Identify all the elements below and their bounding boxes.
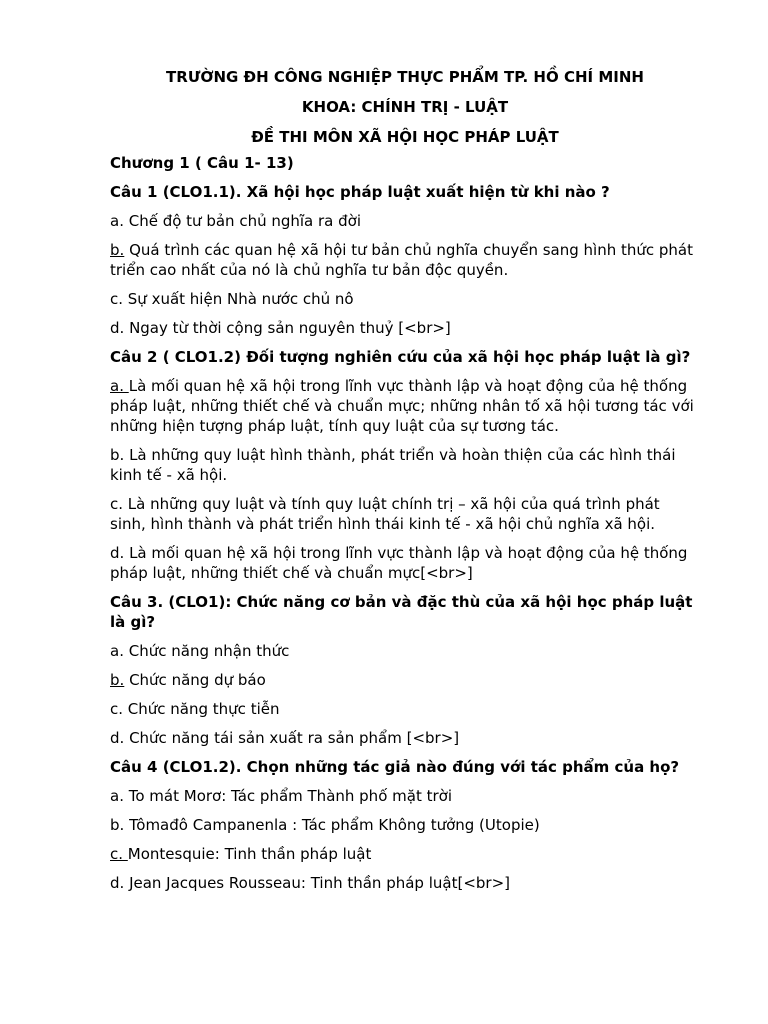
option-letter: a. xyxy=(110,642,124,660)
option-letter: d. xyxy=(110,319,125,337)
option-letter: a. xyxy=(110,787,124,805)
option-letter-correct: b. xyxy=(110,671,125,689)
q4-option-a xyxy=(110,786,700,806)
q4-option-d xyxy=(110,873,700,893)
q2-option-a xyxy=(110,376,700,436)
q1-option-c xyxy=(110,289,700,309)
q2-option-c xyxy=(110,494,700,534)
question-1: Câu 1 (CLO1.1). Xã hội học pháp luật xuất hiện từ khi nào ? xyxy=(110,183,610,201)
school-name: TRƯỜNG ĐH CÔNG NGHIỆP THỰC PHẨM TP. HỒ CHÍ MINH xyxy=(166,68,644,86)
option-letter: c. xyxy=(110,495,124,513)
q4-option-b xyxy=(110,815,700,835)
option-text: To mát Morơ: Tác phẩm Thành phố mặt trời xyxy=(123,787,452,805)
faculty-name: KHOA: CHÍNH TRỊ - LUẬT xyxy=(301,98,509,116)
option-letter: c. xyxy=(110,290,124,308)
option-letter: c. xyxy=(110,700,124,718)
document-body xyxy=(110,67,700,902)
option-letter: b. xyxy=(110,816,125,834)
option-letter: d. xyxy=(110,544,125,562)
option-text: Là mối quan hệ xã hội trong lĩnh vực thành lập và hoạt động của hệ thống pháp luật, những thiết chế và chuẩn mực; những nhân tố xã hội tương tác với những hiện tượng pháp luật, tính quy luật của sự tương tác. xyxy=(110,377,694,435)
option-letter-correct: a. xyxy=(110,377,129,395)
q2-option-b xyxy=(110,445,700,485)
q2-option-d xyxy=(110,543,700,583)
question-2: Câu 2 ( CLO1.2) Đối tượng nghiên cứu của xã hội học pháp luật là gì? xyxy=(110,348,691,366)
option-letter: d. xyxy=(110,874,125,892)
q3-option-b xyxy=(110,670,700,690)
option-text: Tômađô Campanenla : Tác phẩm Không tưởng (Utopie) xyxy=(124,816,540,834)
option-text: Montesquie: Tinh thần pháp luật xyxy=(127,845,372,863)
q1-option-d xyxy=(110,318,700,338)
option-letter: d. xyxy=(110,729,125,747)
option-text: Sự xuất hiện Nhà nước chủ nô xyxy=(123,290,354,308)
q4-option-c xyxy=(110,844,700,864)
q3-option-c xyxy=(110,699,700,719)
q1-option-b xyxy=(110,240,700,280)
option-text: Chức năng dự báo xyxy=(124,671,266,689)
q3-option-a xyxy=(110,641,700,661)
chapter-heading: Chương 1 ( Câu 1- 13) xyxy=(110,154,294,172)
option-letter-correct: b. xyxy=(110,241,125,259)
exam-title: ĐỀ THI MÔN XÃ HỘI HỌC PHÁP LUẬT xyxy=(251,128,559,146)
option-text: Là mối quan hệ xã hội trong lĩnh vực thành lập và hoạt động của hệ thống pháp luật, những thiết chế và chuẩn mực[<br>] xyxy=(110,544,688,582)
option-letter: a. xyxy=(110,212,124,230)
question-3: Câu 3. (CLO1): Chức năng cơ bản và đặc thù của xã hội học pháp luật là gì? xyxy=(110,593,693,631)
option-letter-correct: c. xyxy=(110,845,128,863)
option-text: Jean Jacques Rousseau: Tinh thần pháp luật[<br>] xyxy=(124,874,510,892)
q1-option-a xyxy=(110,211,700,231)
option-text: Chế độ tư bản chủ nghĩa ra đời xyxy=(123,212,362,230)
option-text: Quá trình các quan hệ xã hội tư bản chủ nghĩa chuyển sang hình thức phát triển cao nhất của nó là chủ nghĩa tư bản độc quyền. xyxy=(110,241,693,279)
option-text: Chức năng nhận thức xyxy=(123,642,290,660)
option-text: Chức năng thực tiễn xyxy=(123,700,280,718)
q3-option-d xyxy=(110,728,700,748)
option-letter: b. xyxy=(110,446,125,464)
option-text: Chức năng tái sản xuất ra sản phẩm [<br>] xyxy=(124,729,460,747)
question-4: Câu 4 (CLO1.2). Chọn những tác giả nào đúng với tác phẩm của họ? xyxy=(110,758,680,776)
option-text: Là những quy luật hình thành, phát triển và hoàn thiện của các hình thái kinh tế - xã hội. xyxy=(110,446,676,484)
option-text: Là những quy luật và tính quy luật chính trị – xã hội của quá trình phát sinh, hình thành và phát triển hình thái kinh tế - xã hội chủ nghĩa xã hội. xyxy=(110,495,660,533)
option-text: Ngay từ thời cộng sản nguyên thuỷ [<br>] xyxy=(124,319,451,337)
